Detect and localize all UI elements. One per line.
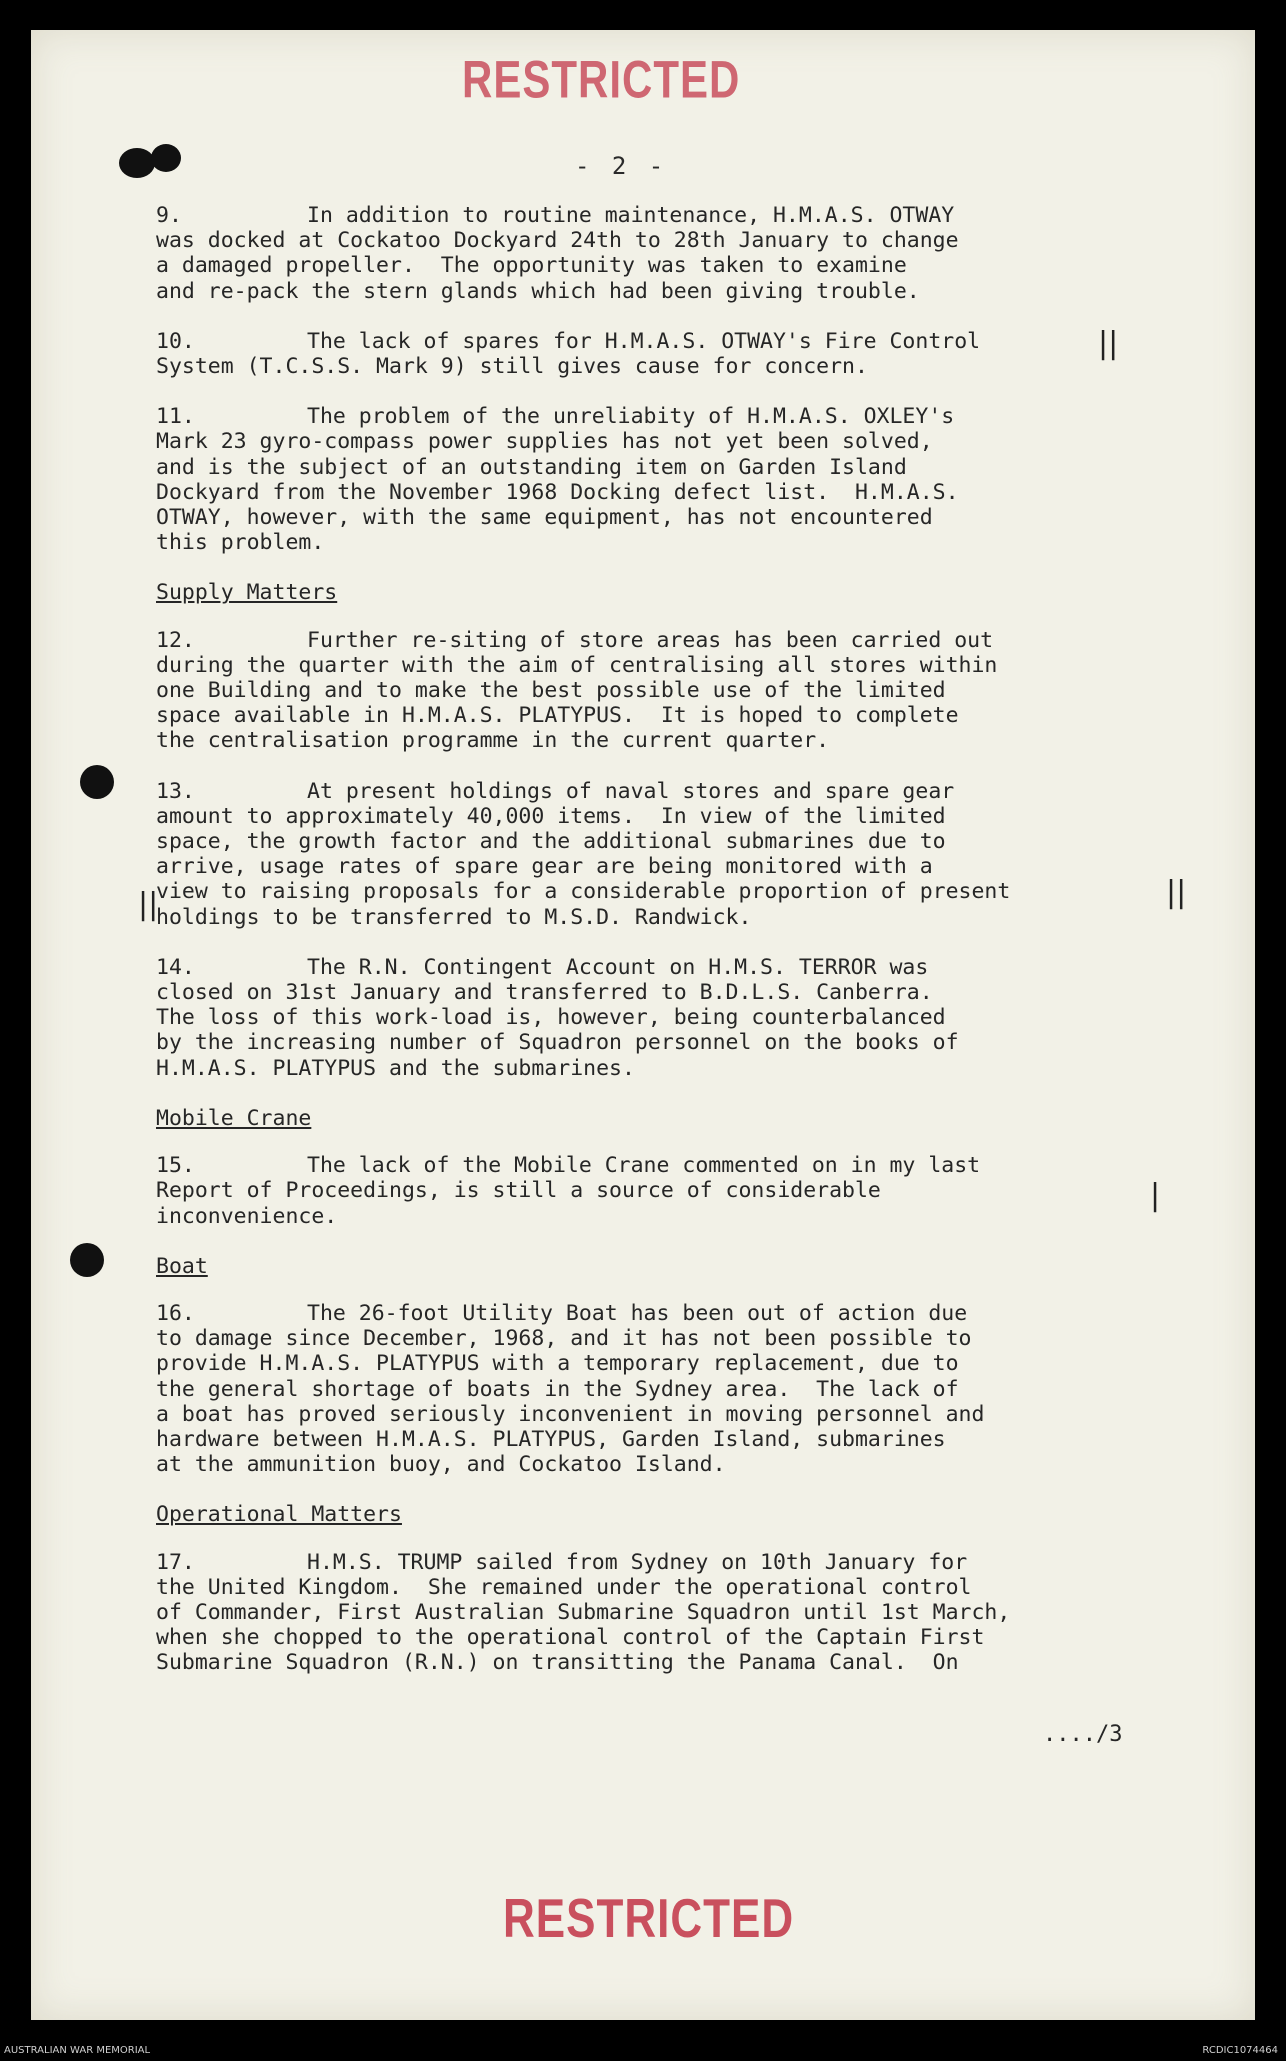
- paragraph-line: space, the growth factor and the additional submarines due to: [156, 829, 946, 855]
- paragraph-line: the centralisation programme in the current quarter.: [156, 728, 830, 754]
- paragraph-line: OTWAY, however, with the same equipment, has not encountered: [156, 505, 933, 531]
- numbered-paragraph: [156, 404, 1166, 555]
- paragraph-line: and re-pack the stern glands which had been giving trouble.: [156, 278, 920, 304]
- paragraph-line: The lack of the Mobile Crane commented on in my last: [307, 1153, 981, 1179]
- paragraph-line: In addition to routine maintenance, H.M.A.S. OTWAY: [307, 203, 955, 228]
- paragraph-line: holdings to be transferred to M.S.D. Randwick.: [156, 904, 752, 930]
- punch-hole: [151, 144, 181, 172]
- paragraph-line: System (T.C.S.S. Mark 9) still gives cause for concern.: [156, 354, 868, 380]
- margin-mark: ||: [138, 887, 159, 922]
- numbered-paragraph: [156, 628, 1166, 754]
- restricted-stamp-top: RESTRICTED: [462, 50, 741, 109]
- paragraph-line: The R.N. Contingent Account on H.M.S. TERROR was: [307, 954, 929, 980]
- paragraph-number: 15.: [156, 1153, 195, 1179]
- paragraph-line: Submarine Squadron (R.N.) on transitting the Panama Canal. On: [156, 1650, 959, 1676]
- punch-hole: [70, 1243, 104, 1277]
- paragraph-line: H.M.S. TRUMP sailed from Sydney on 10th January for: [307, 1549, 968, 1575]
- paragraph-line: Mark 23 gyro-compass power supplies has not yet been solved,: [156, 429, 933, 455]
- paragraph-line: of Commander, First Australian Submarine Squadron until 1st March,: [156, 1599, 1011, 1625]
- restricted-stamp-bottom: RESTRICTED: [503, 1888, 795, 1950]
- paragraph-line: The problem of the unreliabity of H.M.A.S. OXLEY's: [307, 404, 955, 430]
- margin-mark: ||: [1098, 326, 1119, 361]
- document-body: [156, 203, 1166, 1701]
- paragraph-line: at the ammunition buoy, and Cockatoo Island.: [156, 1452, 726, 1478]
- page-number: - 2 -: [575, 152, 668, 180]
- numbered-paragraph: [156, 1550, 1166, 1676]
- numbered-paragraph: [156, 779, 1166, 930]
- section-heading: Boat: [156, 1253, 208, 1279]
- paragraph-number: 14.: [156, 954, 195, 980]
- continuation-marker: ..../3: [1043, 1722, 1123, 1747]
- paragraph-line: Further re-siting of store areas has been carried out: [307, 627, 994, 653]
- paragraph-line: hardware between H.M.A.S. PLATYPUS, Garden Island, submarines: [156, 1426, 946, 1452]
- numbered-paragraph: [156, 329, 1166, 379]
- paragraph-line: a damaged propeller. The opportunity was taken to examine: [156, 253, 907, 279]
- paragraph-line: The loss of this work-load is, however, being counterbalanced: [156, 1005, 946, 1031]
- punch-hole: [80, 765, 114, 799]
- margin-mark: |: [1150, 1178, 1161, 1213]
- paragraph-number: 12.: [156, 627, 195, 653]
- paragraph-line: and is the subject of an outstanding item on Garden Island: [156, 454, 907, 480]
- paragraph-line: H.M.A.S. PLATYPUS and the submarines.: [156, 1055, 635, 1081]
- paragraph-line: during the quarter with the aim of centralising all stores within: [156, 652, 998, 678]
- section-heading: Operational Matters: [156, 1502, 402, 1528]
- paragraph-line: closed on 31st January and transferred to B.D.L.S. Canberra.: [156, 980, 933, 1006]
- paragraph-number: 17.: [156, 1549, 195, 1575]
- paragraph-line: inconvenience.: [156, 1203, 338, 1229]
- numbered-paragraph: [156, 955, 1166, 1081]
- paragraph-number: 13.: [156, 778, 195, 804]
- paragraph-line: a boat has proved seriously inconvenient in moving personnel and: [156, 1401, 985, 1427]
- paragraph-line: amount to approximately 40,000 items. In view of the limited: [156, 803, 946, 829]
- paragraph-number: 11.: [156, 404, 195, 430]
- paragraph-line: At present holdings of naval stores and spare gear: [307, 778, 955, 804]
- margin-mark: ||: [1166, 875, 1187, 910]
- paragraph-line: when she chopped to the operational control of the Captain First: [156, 1625, 985, 1651]
- paragraph-line: the general shortage of boats in the Sydney area. The lack of: [156, 1376, 959, 1402]
- footer-record-id: RCDIC1074464: [1202, 2045, 1278, 2056]
- paragraph-line: the United Kingdom. She remained under the operational control: [156, 1574, 972, 1600]
- section-heading: Mobile Crane: [156, 1105, 312, 1131]
- numbered-paragraph: [156, 203, 1166, 304]
- paragraph-line: arrive, usage rates of spare gear are being monitored with a: [156, 854, 933, 880]
- paragraph-line: The 26-foot Utility Boat has been out of action due: [307, 1300, 968, 1326]
- numbered-paragraph: [156, 1153, 1166, 1229]
- paragraph-line: view to raising proposals for a considerable proportion of present: [156, 879, 1011, 905]
- paragraph-line: The lack of spares for H.M.A.S. OTWAY's Fire Control: [307, 328, 981, 354]
- section-heading: Supply Matters: [156, 580, 338, 606]
- footer-archive-name: AUSTRALIAN WAR MEMORIAL: [4, 2045, 151, 2056]
- numbered-paragraph: [156, 1301, 1166, 1477]
- paragraph-line: to damage since December, 1968, and it has not been possible to: [156, 1326, 972, 1352]
- paragraph-line: by the increasing number of Squadron personnel on the books of: [156, 1030, 959, 1056]
- paragraph-line: Dockyard from the November 1968 Docking defect list. H.M.A.S.: [156, 479, 959, 505]
- paragraph-number: 16.: [156, 1300, 195, 1326]
- paragraph-number: 9.: [156, 203, 182, 228]
- paragraph-line: was docked at Cockatoo Dockyard 24th to 28th January to change: [156, 228, 959, 254]
- paragraph-line: this problem.: [156, 530, 325, 556]
- paragraph-line: space available in H.M.A.S. PLATYPUS. It is hoped to complete: [156, 703, 959, 729]
- punch-hole: [119, 148, 155, 178]
- paragraph-number: 10.: [156, 328, 195, 354]
- paragraph-line: one Building and to make the best possible use of the limited: [156, 678, 946, 704]
- paragraph-line: provide H.M.A.S. PLATYPUS with a temporary replacement, due to: [156, 1351, 959, 1377]
- paragraph-line: Report of Proceedings, is still a source of considerable: [156, 1178, 881, 1204]
